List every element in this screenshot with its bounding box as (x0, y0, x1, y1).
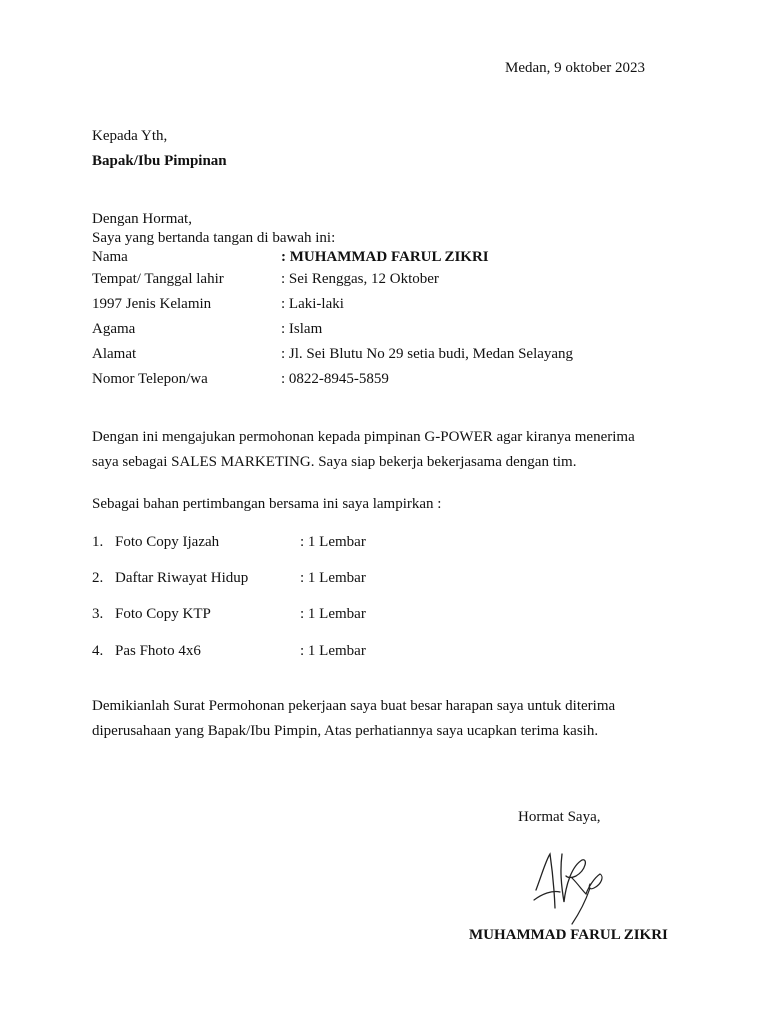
intro-line: Saya yang bertanda tangan di bawah ini: (92, 230, 336, 246)
list-number: 3. (92, 606, 104, 622)
list-number: 1. (92, 534, 104, 550)
identity-value: : Islam (281, 321, 323, 337)
identity-label: Nama (92, 249, 128, 265)
list-item: Daftar Riwayat Hidup (115, 570, 249, 586)
identity-label: Tempat/ Tanggal lahir (92, 271, 224, 287)
identity-label: Nomor Telepon/wa (92, 371, 208, 387)
identity-value: : Sei Renggas, 12 Oktober (281, 271, 439, 287)
list-item: Foto Copy Ijazah (115, 534, 220, 550)
signoff-greeting: Hormat Saya, (518, 809, 601, 825)
list-number: 4. (92, 643, 104, 659)
list-quantity: : 1 Lembar (300, 534, 366, 550)
identity-value: : 0822-8945-5859 (281, 371, 389, 387)
letter-date: Medan, 9 oktober 2023 (505, 60, 645, 76)
body-paragraph-line: saya sebagai SALES MARKETING. Saya siap bekerja bekerjasama dengan tim. (92, 454, 577, 470)
identity-value: : MUHAMMAD FARUL ZIKRI (281, 249, 489, 265)
body-paragraph-line: Dengan ini mengajukan permohonan kepada pimpinan G-POWER agar kiranya menerima (92, 429, 635, 445)
signer-name: MUHAMMAD FARUL ZIKRI (469, 927, 668, 943)
list-item: Foto Copy KTP (115, 606, 211, 622)
handwritten-signature (528, 848, 612, 930)
identity-label: 1997 Jenis Kelamin (92, 296, 212, 312)
identity-label: Alamat (92, 346, 137, 362)
list-item: Pas Fhoto 4x6 (115, 643, 201, 659)
recipient-kepada: Kepada Yth, (92, 128, 168, 144)
list-quantity: : 1 Lembar (300, 643, 366, 659)
recipient-name: Bapak/Ibu Pimpinan (92, 153, 227, 169)
list-quantity: : 1 Lembar (300, 606, 366, 622)
list-number: 2. (92, 570, 104, 586)
closing-line: Demikianlah Surat Permohonan pekerjaan saya buat besar harapan saya untuk diterima (92, 698, 616, 714)
attachments-intro: Sebagai bahan pertimbangan bersama ini saya lampirkan : (92, 496, 442, 512)
identity-value: : Jl. Sei Blutu No 29 setia budi, Medan Selayang (281, 346, 574, 362)
list-quantity: : 1 Lembar (300, 570, 366, 586)
closing-line: diperusahaan yang Bapak/Ibu Pimpin, Atas perhatiannya saya ucapkan terima kasih. (92, 723, 599, 739)
identity-value: : Laki-laki (281, 296, 344, 312)
salutation: Dengan Hormat, (92, 211, 192, 227)
identity-label: Agama (92, 321, 136, 337)
